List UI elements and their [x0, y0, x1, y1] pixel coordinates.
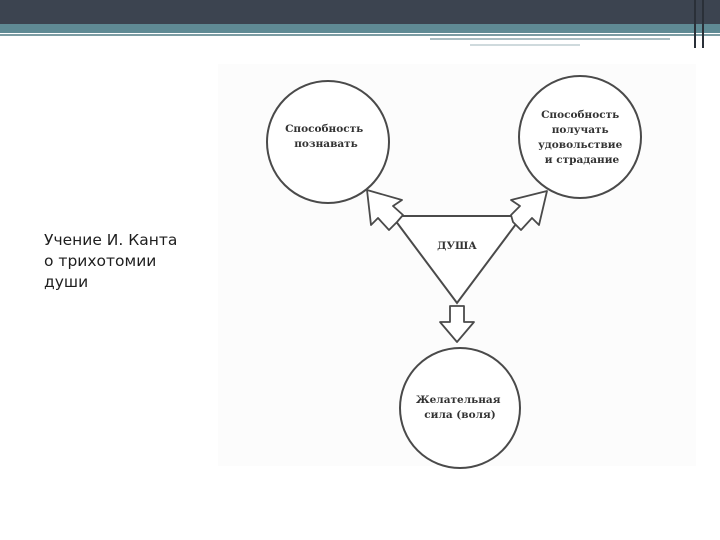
text-line: о трихотомии [44, 252, 157, 270]
center-label: ДУША [437, 240, 477, 252]
arrow-to-feeling [511, 191, 547, 230]
node-will-label: Желательная сила (воля) [415, 394, 501, 421]
node-feeling-circle [519, 76, 641, 198]
node-cognition-label: Способность познавать [285, 123, 364, 150]
node-feeling-label: Способность получать удовольствие и страдание [538, 109, 623, 166]
text-line: души [44, 273, 89, 291]
arrow-to-will [440, 306, 474, 342]
center-triangle [392, 216, 522, 303]
node-will-circle [400, 348, 520, 468]
text-line: Учение И. Канта [44, 231, 178, 249]
